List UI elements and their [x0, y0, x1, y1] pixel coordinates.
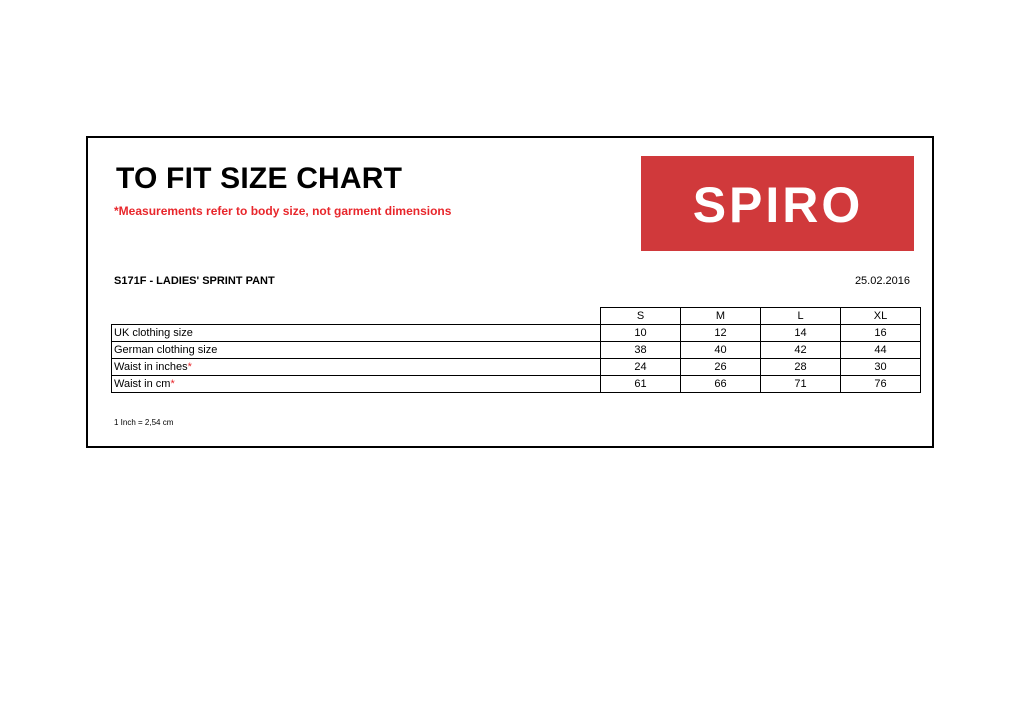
- table-cell: 16: [841, 325, 921, 342]
- table-cell: 30: [841, 359, 921, 376]
- asterisk: *: [170, 378, 175, 390]
- table-cell: 76: [841, 376, 921, 393]
- row-label-text: German clothing size: [114, 344, 218, 356]
- table-cell: 40: [681, 342, 761, 359]
- table-cell: 42: [761, 342, 841, 359]
- size-header-xl: XL: [841, 308, 921, 325]
- size-header-m: M: [681, 308, 761, 325]
- table-row: [112, 342, 921, 359]
- table-cell: 24: [601, 359, 681, 376]
- table-cell: 26: [681, 359, 761, 376]
- size-chart-frame: [86, 136, 934, 448]
- row-label: [112, 359, 601, 376]
- size-header-row: [112, 308, 921, 325]
- size-header-l: L: [761, 308, 841, 325]
- row-label-text: Waist in inches: [114, 361, 188, 373]
- table-cell: 12: [681, 325, 761, 342]
- row-label: [112, 376, 601, 393]
- chart-date: 25.02.2016: [854, 275, 910, 287]
- table-cell: 44: [841, 342, 921, 359]
- row-label: [112, 325, 601, 342]
- table-cell: 38: [601, 342, 681, 359]
- table-row: [112, 376, 921, 393]
- table-cell: 66: [681, 376, 761, 393]
- row-label-text: UK clothing size: [114, 327, 193, 339]
- page-title: TO FIT SIZE CHART: [116, 162, 403, 195]
- size-table: [111, 307, 921, 393]
- table-cell: 28: [761, 359, 841, 376]
- measurement-note: *Measurements refer to body size, not garment dimensions: [114, 204, 452, 218]
- table-cell: 71: [761, 376, 841, 393]
- table-cell: 14: [761, 325, 841, 342]
- table-row: [112, 325, 921, 342]
- spiro-logo-wordmark: [658, 179, 898, 229]
- header-blank-cell: [112, 308, 601, 325]
- conversion-footnote: 1 Inch = 2,54 cm: [114, 418, 174, 427]
- spiro-logo: [641, 156, 914, 251]
- size-header-s: S: [601, 308, 681, 325]
- table-row: [112, 359, 921, 376]
- logo-text: SPIRO: [692, 178, 863, 229]
- product-name: S171F - LADIES' SPRINT PANT: [114, 275, 275, 287]
- table-cell: 10: [601, 325, 681, 342]
- asterisk: *: [187, 361, 192, 373]
- row-label-text: Waist in cm: [114, 378, 171, 390]
- row-label: [112, 342, 601, 359]
- table-cell: 61: [601, 376, 681, 393]
